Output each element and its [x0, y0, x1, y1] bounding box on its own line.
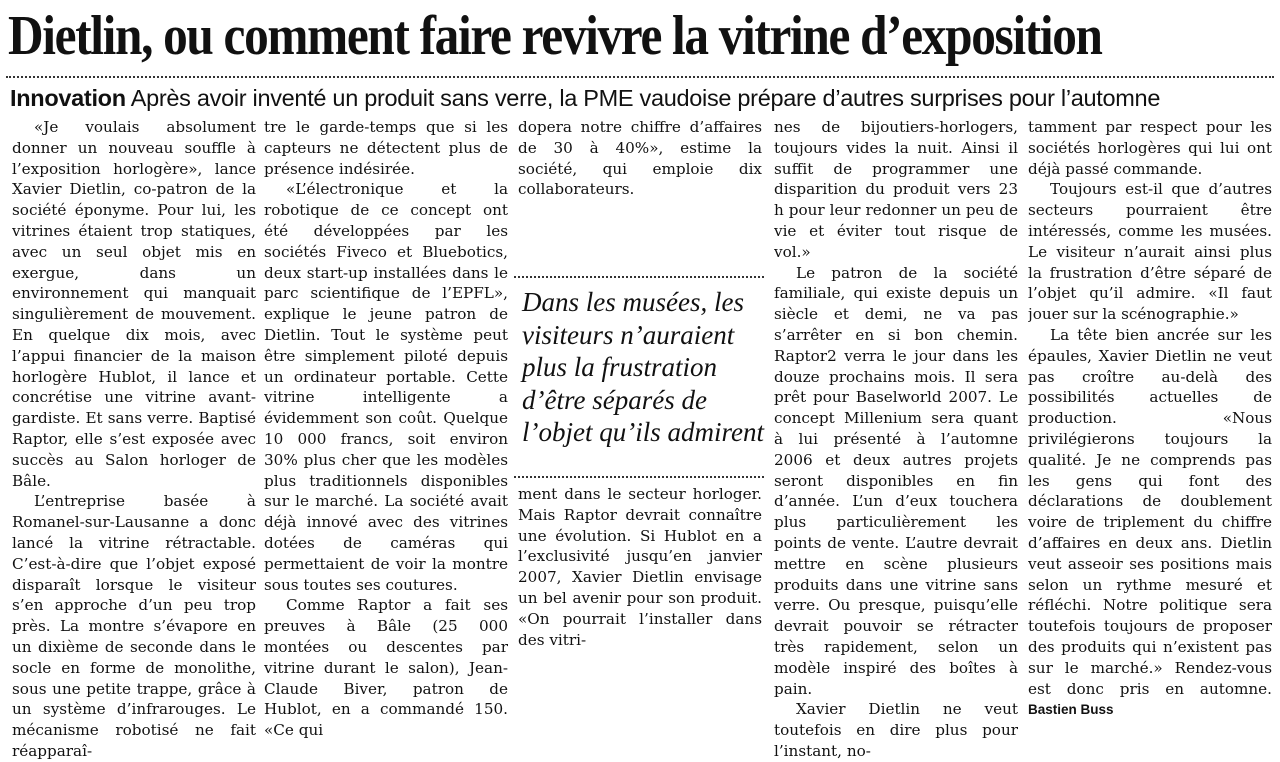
article-column-1 [12, 117, 256, 762]
paragraph [518, 200, 762, 202]
article-column-3-bottom [518, 484, 762, 650]
standfirst-text: Après avoir inventé un produit sans verre, la PME vaudoise prépare d’autres surprises pour l’automne [130, 85, 1161, 111]
paragraph: nes de bijoutiers-horlogers, toujours vides la nuit. Ainsi il suffit de programmer une disparition du produit vers 23 h pour leur redonner un peu de vie et éviter tout risque de vol.» [774, 118, 1018, 261]
paragraph: Xavier Dietlin ne veut toutefois en dire plus pour l’instant, no- [774, 700, 1018, 760]
kicker: Innovation [10, 85, 126, 111]
pull-quote-text: Dans les musées, les visiteurs n’auraient plus la frustration d’être séparés de l’objet qu’ils admirent [522, 287, 764, 447]
paragraph-text: La tête bien ancrée sur les épaules, Xavier Dietlin ne veut pas croître au-delà des possibilités actuelles de production. «Nous privilégierons toujours la qualité. Je ne comprends pas les gens qui font des déclarations de doublement voire de triplement du chiffre d’affaires en deux ans. Dietlin veut asseoir ses positions mais selon un rythme mesuré et réfléchi. Notre politique sera toutefois toujours de proposer des produits qui n’existent pas sur le marché.» Rendez-vous est donc pris en automne. [1028, 325, 1272, 698]
article-column-3-top [518, 117, 762, 202]
paragraph: «L’électronique et la robotique de ce concept ont été développées par les sociétés Fiveco et Bluebotics, deux start-up installées dans le parc scientifique de l’EPFL», explique le jeune patron de Dietlin. Tout le système peut être simplement piloté depuis un ordinateur portable. Cette vitrine intelligente a évidemment son coût. Quelque 10 000 francs, soit environ 30% plus cher que les modèles plus traditionnels disponibles sur le marché. La société avait déjà innové avec des vitrines dotées de caméras qui permettaient de voir la montre sous toutes ses coutures. [264, 180, 508, 594]
paragraph: «Je voulais absolument donner un nouveau souffle à l’exposition horlogère», lance Xavier Dietlin, co-patron de la société éponyme. Pour lui, les vitrines étaient trop statiques, avec un seul objet mis en exergue, dans un environnement qui manquait singulièrement de mouvement. En quelque dix mois, avec l’appui financier de la maison horlogère Hublot, il lance et concrétise une vitrine avant-gardiste. Et sans verre. Baptisé Raptor, elle s’est exposée avec succès au Salon horloger de Bâle. [12, 118, 256, 490]
paragraph [1028, 325, 1272, 721]
paragraph: dopera notre chiffre d’affaires de 30 à 40%», estime la société, qui emploie dix collaborateurs. [518, 118, 762, 199]
paragraph: ment dans le secteur horloger. Mais Raptor devrait connaître une évolution. Si Hublot en a l’exclusivité jusqu’en janvier 2007, Xavier Dietlin envisage un bel avenir pour son produit. «On pourrait l’installer dans des vitri- [518, 485, 762, 649]
paragraph: Le patron de la société familiale, qui existe depuis un siècle et demi, ne va pas s’arrêter en si bon chemin. Raptor2 verra le jour dans les douze prochains mois. Il sera prêt pour Baselworld 2007. Le concept Millenium sera quant à lui présenté à l’automne 2006 et deux autres projets seront disponibles en fin d’année. L’un d’eux touchera plus particulièrement les points de vente. L’autre devrait mettre en scène plusieurs produits dans une vitrine sans verre. Ou presque, puisqu’elle devrait pouvoir se rétracter très rapidement, selon un modèle inspiré des boîtes à pain. [774, 263, 1018, 698]
author-byline: Bastien Buss [1028, 702, 1114, 718]
standfirst [10, 82, 1272, 114]
paragraph: Comme Raptor a fait ses preuves à Bâle (25 000 montées ou descentes par vitrine durant le salon), Jean-Claude Biver, patron de Hublot, en a commandé 150. «Ce qui [264, 596, 508, 740]
article-column-2 [264, 117, 508, 741]
headline: Dietlin, ou comment faire revivre la vitrine d’exposition [8, 5, 1102, 67]
pull-quote [514, 276, 764, 478]
paragraph: tamment par respect pour les sociétés horlogères qui lui ont déjà passé commande. [1028, 118, 1272, 178]
paragraph: tre le garde-temps que si les capteurs ne détectent plus de présence indésirée. [264, 118, 508, 178]
article-column-4 [774, 117, 1018, 762]
paragraph: Toujours est-il que d’autres secteurs pourraient être intéressés, comme les musées. Le visiteur n’aurait ainsi plus la frustration d’être séparé de l’objet qu’il admire. «Il faut jouer sur la scénographie.» [1028, 180, 1272, 324]
article-column-5 [1028, 117, 1272, 721]
headline-divider [6, 76, 1274, 78]
paragraph: L’entreprise basée à Romanel-sur-Lausanne a donc lancé la vitrine rétractable. C’est-à-dire que l’objet exposé disparaît lorsque le visiteur s’en approche d’un peu trop près. La montre s’évapore en un dixième de seconde dans le socle en forme de monolithe, sous une petite trappe, grâce à un système d’infrarouges. Le mécanisme robotisé ne fait réapparaî- [12, 492, 256, 760]
